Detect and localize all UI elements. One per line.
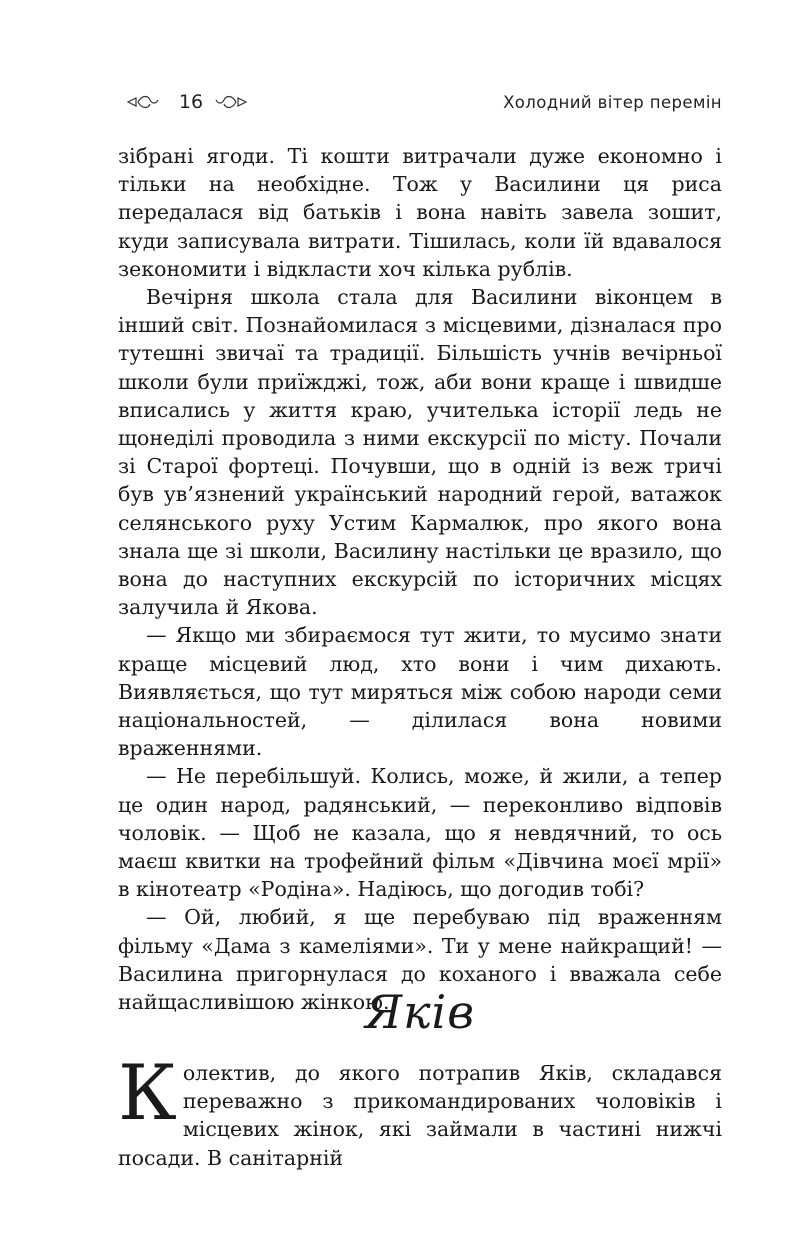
paragraph: зібрані ягоди. Ті кошти витрачали дуже економно і тільки на необхідне. Тож у Василини ця риса передалася від батьків і вона навіть завела зошит, куди записувала витрати. Тішилась, коли їй вдавалося зекономити і відкласти хоч кілька рублів. <box>118 144 722 281</box>
paragraph: Вечірня школа стала для Василини віконцем в інший світ. Познайомилася з місцевими, дізналася про тутешні звичаї та традиції. Більшість учнів вечірньої школи були приїжджі, тож, аби вони краще і швидше вписались у життя краю, учителька історії ледь не щонеділі проводила з ними екскурсії по місту. Почали зі Старої фортеці. Почувши, що в одній із веж тричі був ув’язнений український народний герой, ватажок селянського руху Устим Кармалюк, про якого вона знала ще зі школи, Василину настільки це вразило, що вона до наступних екскурсій по історичних місцях залучила й Якова. <box>118 285 722 620</box>
paragraph: — Не перебільшуй. Колись, може, й жили, а тепер це один народ, радянський, — переконливо відповів чоловік. — Щоб не казала, що я невдячний, то ось маєш квитки на трофейний фільм «Дівчина моєї мрії» в кінотеатр «Родіна». Надіюсь, що догодив тобі? <box>118 764 722 902</box>
ornament-right-icon <box>214 92 248 112</box>
chapter-paragraph <box>118 1048 722 1172</box>
chapter-title: Яків <box>364 985 476 1039</box>
page-header <box>120 90 722 118</box>
running-title: Холодний вітер перемін <box>503 93 722 112</box>
paragraph: — Якщо ми збираємося тут жити, то мусимо знати краще місцевий люд, хто вони і чим дихають. Виявляється, що тут миряться між собою народи семи національностей, — ділилася вона новими враженнями. <box>118 623 722 761</box>
chapter-opening <box>118 1048 722 1172</box>
chapter-text: олектив, до якого потрапив Яків, складався переважно з прикомандированих чоловіків і місцевих жінок, які займали в частині нижчі посади. В санітарній <box>118 1061 722 1170</box>
paragraph: — Ой, любий, я ще перебуваю під враженням фільму «Дама з камеліями». Ти у мене найкращий! — Василина пригорнулася до коханого і вважала себе найщасливішою жінкою. <box>118 905 722 1015</box>
drop-cap: К <box>118 1048 177 1137</box>
page-number: 16 <box>178 91 204 113</box>
ornament-left-icon <box>126 92 160 112</box>
body-text <box>118 142 722 1016</box>
